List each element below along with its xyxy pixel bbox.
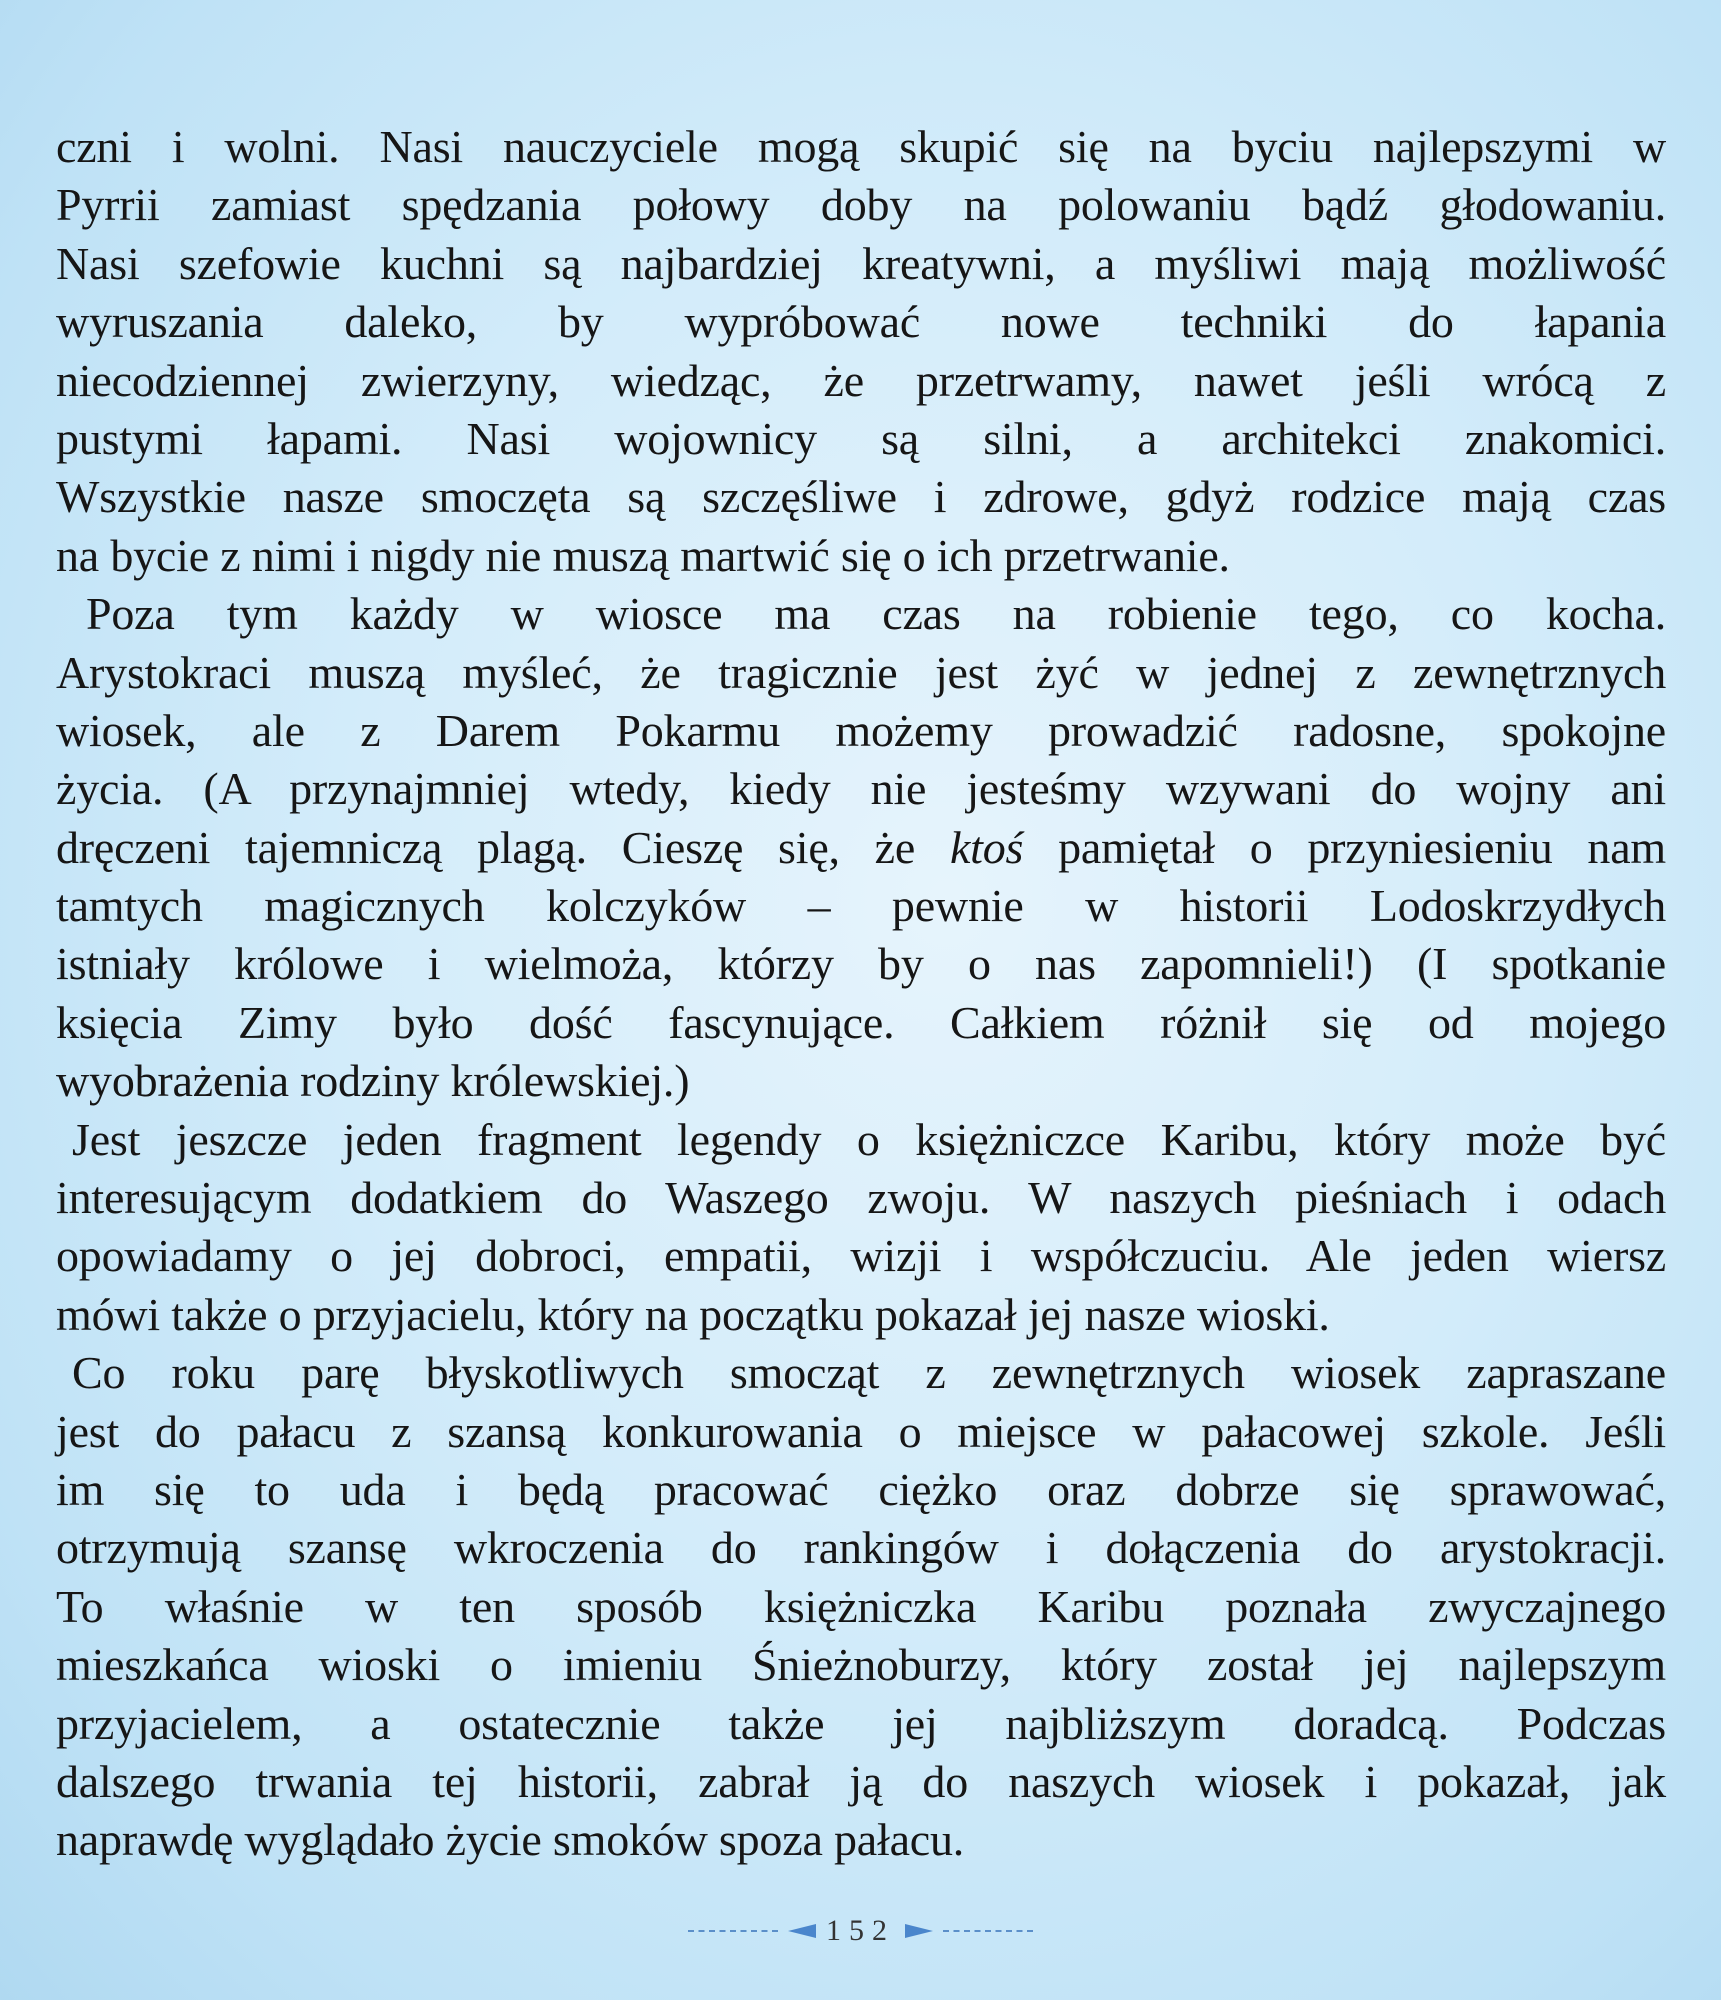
paragraph bbox=[56, 1344, 1666, 1870]
text-line: mieszkańca wioski o imieniu Śnieżnoburzy, który został jej najlepszym bbox=[56, 1639, 1666, 1691]
text-line: Wszystkie nasze smoczęta są szczęśliwe i zdrowe, gdyż rodzice mają czas bbox=[56, 471, 1666, 523]
paragraph bbox=[56, 118, 1666, 585]
body-text bbox=[56, 118, 1666, 1870]
text-line: tamtych magicznych kolczyków – pewnie w historii Lodoskrzydłych bbox=[56, 880, 1666, 932]
text-line bbox=[56, 819, 1666, 877]
text-line: mówi także o przyjacielu, który na początku pokazał jej nasze wioski. bbox=[56, 1288, 1330, 1340]
text-line: interesującym dodatkiem do Waszego zwoju. W naszych pieśniach i odach bbox=[56, 1172, 1666, 1224]
text-line: jest do pałacu z szansą konkurowania o miejsce w pałacowej szkole. Jeśli bbox=[56, 1405, 1666, 1457]
text-line: opowiadamy o jej dobroci, empatii, wizji i współczuciu. Ale jeden wiersz bbox=[56, 1230, 1666, 1282]
text-line: naprawdę wyglądało życie smoków spoza pałacu. bbox=[56, 1814, 965, 1866]
text-line: Arystokraci muszą myśleć, że tragicznie jest żyć w jednej z zewnętrznych bbox=[56, 646, 1666, 698]
italic-word: ktoś bbox=[949, 821, 1024, 873]
page-number: 152 bbox=[826, 1914, 895, 1947]
text-line: niecodziennej zwierzyny, wiedząc, że przetrwamy, nawet jeśli wrócą z bbox=[56, 354, 1666, 406]
text-line: na bycie z nimi i nigdy nie muszą martwić się o ich przetrwanie. bbox=[56, 529, 1230, 581]
paragraph bbox=[56, 1111, 1666, 1345]
text-line: czni i wolni. Nasi nauczyciele mogą skupić się na byciu najlepszymi w bbox=[56, 121, 1666, 172]
text-line: księcia Zimy było dość fascynujące. Całkiem różnił się od mojego bbox=[56, 996, 1666, 1048]
text-line: wyruszania daleko, by wypróbować nowe techniki do łapania bbox=[56, 296, 1666, 348]
text-line: To właśnie w ten sposób księżniczka Karibu poznała zwyczajnego bbox=[56, 1580, 1666, 1632]
text-line: życia. (A przynajmniej wtedy, kiedy nie jesteśmy wzywani do wojny ani bbox=[56, 763, 1666, 815]
text-segment: dręczeni tajemniczą plagą. Cieszę się, że bbox=[56, 821, 950, 873]
paragraph bbox=[56, 585, 1666, 1111]
text-line: Nasi szefowie kuchni są najbardziej kreatywni, a myśliwi mają możliwość bbox=[56, 237, 1666, 289]
footer-rule-left bbox=[688, 1930, 778, 1932]
text-line: wiosek, ale z Darem Pokarmu możemy prowadzić radosne, spokojne bbox=[56, 704, 1666, 756]
text-line: istniały królowe i wielmoża, którzy by o nas zapomnieli!) (I spotkanie bbox=[56, 938, 1666, 990]
text-line: dalszego trwania tej historii, zabrał ją do naszych wiosek i pokazał, jak bbox=[56, 1755, 1666, 1807]
text-line: wyobrażenia rodziny królewskiej.) bbox=[56, 1055, 690, 1107]
text-line: Poza tym każdy w wiosce ma czas na robienie tego, co kocha. bbox=[86, 588, 1666, 640]
arrow-left-ornament-icon bbox=[788, 1924, 816, 1938]
text-line: im się to uda i będą pracować ciężko oraz dobrze się sprawować, bbox=[56, 1463, 1666, 1515]
page-footer bbox=[0, 1914, 1721, 1948]
text-line: Co roku parę błyskotliwych smocząt z zewnętrznych wiosek zapraszane bbox=[72, 1347, 1666, 1399]
arrow-right-ornament-icon bbox=[905, 1924, 933, 1938]
text-line: pustymi łapami. Nasi wojownicy są silni, a architekci znakomici. bbox=[56, 412, 1666, 464]
text-line: Jest jeszcze jeden fragment legendy o księżniczce Karibu, który może być bbox=[72, 1113, 1666, 1165]
text-segment: pamiętał o przyniesieniu nam bbox=[1023, 821, 1666, 873]
text-line: przyjacielem, a ostatecznie także jej najbliższym doradcą. Podczas bbox=[56, 1697, 1666, 1749]
footer-rule-right bbox=[943, 1930, 1033, 1932]
text-line: otrzymują szansę wkroczenia do rankingów i dołączenia do arystokracji. bbox=[56, 1522, 1666, 1574]
text-line: Pyrrii zamiast spędzania połowy doby na polowaniu bądź głodowaniu. bbox=[56, 179, 1666, 231]
